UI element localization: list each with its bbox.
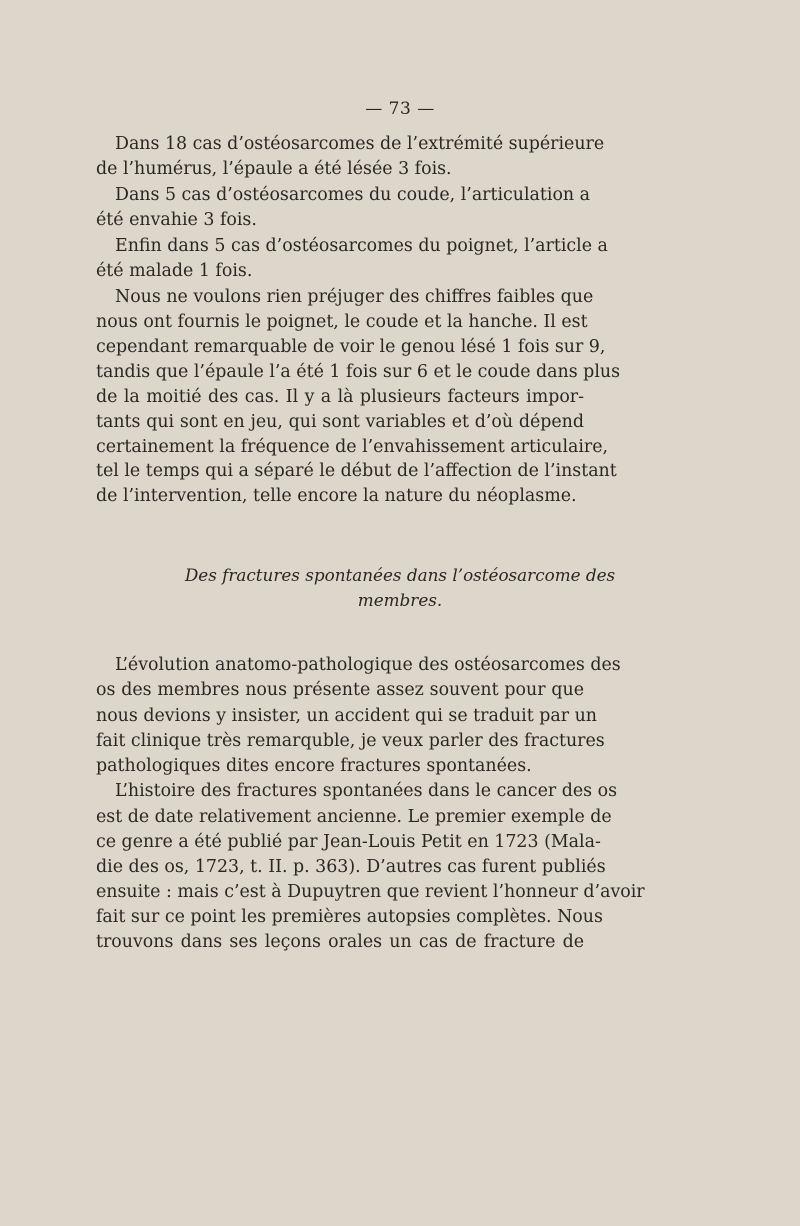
text-line: ensuite : mais c’est à Dupuytren que revient l’honneur d’avoir xyxy=(96,882,645,902)
text-line: die des os, 1723, t. II. p. 363). D’autres cas furent publiés xyxy=(96,857,606,877)
text-line: tandis que l’épaule l’a été 1 fois sur 6 et le coude dans plus xyxy=(96,362,621,382)
text-line: nous ont fournis le poignet, le coude et la hanche. Il est xyxy=(96,312,588,332)
text-line: été envahie 3 fois. xyxy=(96,210,257,230)
text-line: Nous ne voulons rien préjuger des chiffres faibles que xyxy=(115,287,594,307)
text-line: os des membres nous présente assez souvent pour que xyxy=(96,680,584,700)
text-line: cependant remarquable de voir le genou lésé 1 fois sur 9, xyxy=(96,337,606,357)
text-line: été malade 1 fois. xyxy=(96,261,253,281)
text-line: trouvons dans ses leçons orales un cas de fracture de xyxy=(96,932,584,952)
text-line: de l’humérus, l’épaule a été lésée 3 fois. xyxy=(96,159,452,179)
text-line: Dans 18 cas d’ostéosarcomes de l’extrémité supérieure xyxy=(115,134,605,154)
text-line: est de date relativement ancienne. Le premier exemple de xyxy=(96,807,612,827)
text-line: fait sur ce point les premières autopsies complètes. Nous xyxy=(96,907,603,927)
text-line: nous devions y insister, un accident qui se traduit par un xyxy=(96,706,597,726)
text-line: tel le temps qui a séparé le début de l’affection de l’instant xyxy=(96,461,617,481)
text-line: Dans 5 cas d’ostéosarcomes du coude, l’articulation a xyxy=(115,185,591,205)
page-number: — 73 — xyxy=(365,99,435,119)
text-line: de la moitié des cas. Il y a là plusieurs facteurs impor- xyxy=(96,387,584,407)
text-line: L’évolution anatomo-pathologique des ostéosarcomes des xyxy=(115,655,621,675)
text-line: pathologiques dites encore fractures spontanées. xyxy=(96,756,532,776)
text-line: Enfin dans 5 cas d’ostéosarcomes du poignet, l’article a xyxy=(115,236,608,256)
text-line: certainement la fréquence de l’envahissement articulaire, xyxy=(96,437,609,457)
text-line: ce genre a été publié par Jean-Louis Petit en 1723 (Mala- xyxy=(96,832,601,852)
text-line: fait clinique très remarquble, je veux parler des fractures xyxy=(96,731,605,751)
text-line: L’histoire des fractures spontanées dans le cancer des os xyxy=(115,781,618,801)
text-line: tants qui sont en jeu, qui sont variables et d’où dépend xyxy=(96,412,584,432)
section-heading-continuation: membres. xyxy=(357,590,443,610)
text-line: de l’intervention, telle encore la nature du néoplasme. xyxy=(96,486,577,506)
section-heading: Des fractures spontanées dans l’ostéosarcome des xyxy=(184,565,616,585)
